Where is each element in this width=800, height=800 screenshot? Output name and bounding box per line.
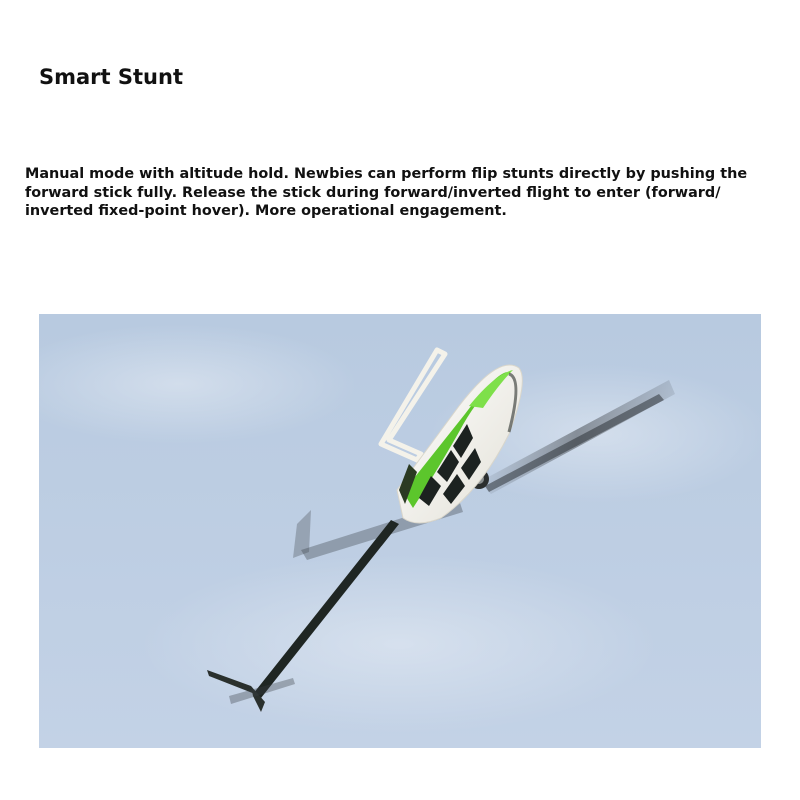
feature-description: Manual mode with altitude hold. Newbies can perform flip stunts directly by pushing the forward stick fully. Release the stick during forward/inverted flight to enter (forward/ inverted fixed-point hover). More operational engagement. [25,166,748,219]
helicopter-photo [39,314,761,748]
helicopter-illustration [39,314,761,748]
feature-title: Smart Stunt [39,65,183,89]
